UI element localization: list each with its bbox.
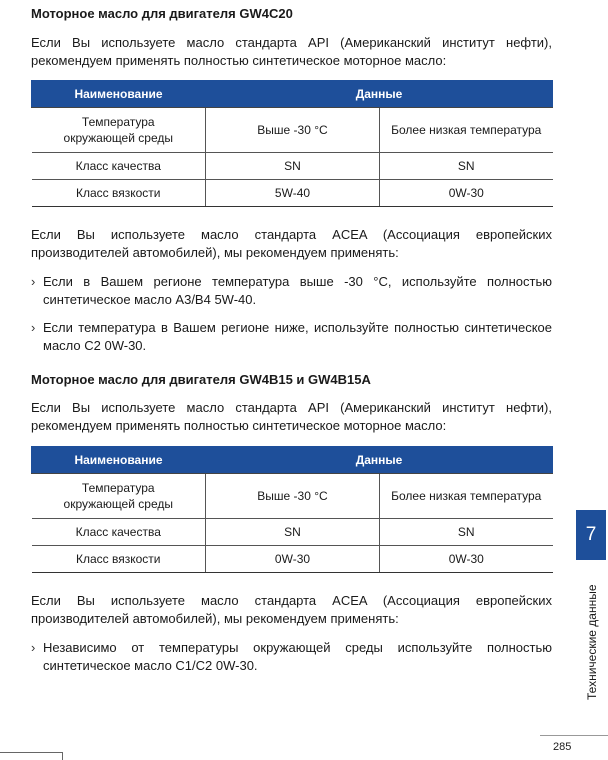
chevron-right-icon: › (31, 320, 36, 335)
oil-spec-table-gw4c20 (31, 80, 553, 207)
table-cell: Выше -30 °C (206, 108, 380, 153)
list-item (31, 319, 552, 355)
list-item-text: Если температура в Вашем регионе ниже, используйте полностью синтетическое масло C2 0W-30. (43, 320, 552, 353)
list-item-text: Независимо от температуры окружающей среды используйте полностью синтетическое масло C1/C2 0W-30. (43, 640, 552, 673)
acea-intro-paragraph-2: Если Вы используете масло стандарта ACEA (Ассоциация европейских производителей автомобилей), мы рекомендуем применять: (31, 593, 552, 626)
table-cell: Более низкая температура (380, 474, 553, 519)
table-cell: SN (206, 153, 380, 180)
acea-intro-paragraph: Если Вы используете масло стандарта ACEA (Ассоциация европейских производителей автомобилей), мы рекомендуем применять: (31, 227, 552, 260)
table-header-row (32, 447, 553, 474)
section-title-gw4b15: Моторное масло для двигателя GW4B15 и GW4B15A (31, 372, 371, 387)
page-number: 285 (553, 741, 572, 753)
header-name: Наименование (32, 447, 206, 474)
header-name: Наименование (32, 81, 206, 108)
table-cell: Класс качества (32, 519, 206, 546)
table-cell: Класс вязкости (32, 180, 206, 207)
table-cell: 0W-30 (380, 180, 553, 207)
table-cell: Класс качества (32, 153, 206, 180)
table-header-row (32, 81, 553, 108)
table-row (32, 153, 553, 180)
table-cell: SN (206, 519, 380, 546)
list-item (31, 639, 552, 675)
chapter-number: 7 (585, 524, 597, 545)
table-cell: Температура окружающей среды (32, 474, 206, 519)
table-cell: SN (380, 153, 553, 180)
footer-divider (540, 735, 608, 736)
table-row (32, 519, 553, 546)
table-cell: Более низкая температура (380, 108, 553, 153)
chapter-label: Технические данные (585, 584, 599, 700)
table-cell: SN (380, 519, 553, 546)
api-intro-paragraph-2: Если Вы используете масло стандарта API (Американский институт нефти), рекомендуем применять полностью синтетическое моторное масло: (31, 400, 552, 433)
recommendation-list (31, 273, 552, 355)
list-item-text: Если в Вашем регионе температура выше -30 °C, используйте полностью синтетическое масло A3/B4 5W-40. (43, 274, 552, 307)
chapter-tab[interactable] (576, 510, 606, 560)
recommendation-list-2 (31, 639, 552, 675)
section-title-gw4c20: Моторное масло для двигателя GW4C20 (31, 6, 293, 21)
table-row (32, 180, 553, 207)
api-intro-paragraph: Если Вы используете масло стандарта API (Американский институт нефти), рекомендуем применять полностью синтетическое моторное масло: (31, 35, 552, 68)
table-row (32, 546, 553, 573)
table-row (32, 474, 553, 519)
chevron-right-icon: › (31, 640, 36, 655)
table-cell: 0W-30 (206, 546, 380, 573)
chevron-right-icon: › (31, 274, 36, 289)
list-item (31, 273, 552, 309)
header-data: Данные (206, 447, 553, 474)
table-cell: 0W-30 (380, 546, 553, 573)
table-cell: 5W-40 (206, 180, 380, 207)
oil-spec-table-gw4b15 (31, 446, 553, 573)
table-cell: Выше -30 °C (206, 474, 380, 519)
header-data: Данные (206, 81, 553, 108)
table-cell: Температура окружающей среды (32, 108, 206, 153)
table-cell: Класс вязкости (32, 546, 206, 573)
table-row (32, 108, 553, 153)
